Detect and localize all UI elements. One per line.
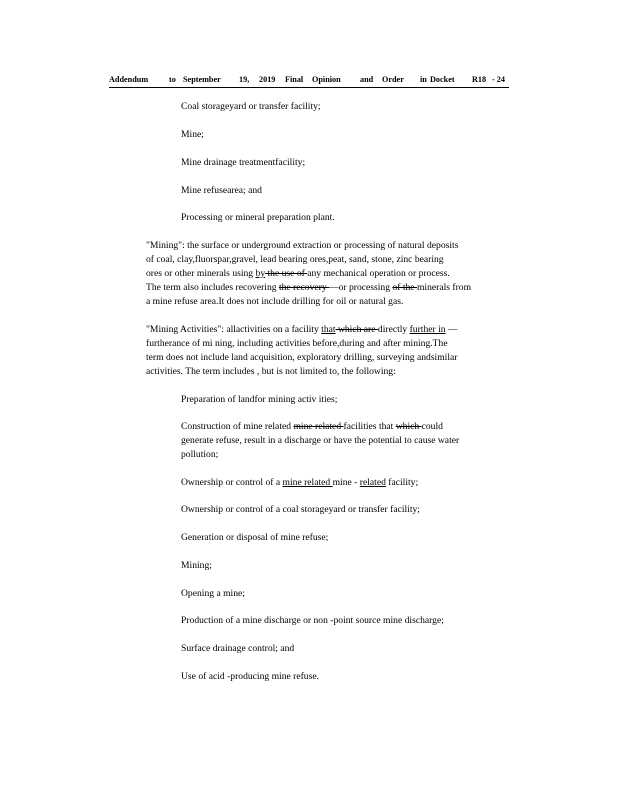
- header-word: in: [420, 75, 427, 84]
- deleted-text: the use of: [265, 268, 308, 279]
- list-item-continuation: pollution;: [181, 449, 219, 460]
- header-word: Final: [285, 75, 304, 84]
- mining-definition-line: a mine refuse area.It does not include drilling for oil or natural gas.: [146, 296, 404, 307]
- deleted-text: which are: [335, 324, 378, 335]
- list-item-continuation: generate refuse, result in a discharge or have the potential to cause water: [181, 435, 460, 446]
- list-item: Mine;: [181, 129, 204, 140]
- text: The term also includes recovering: [146, 282, 279, 293]
- text: minerals from: [416, 282, 472, 293]
- activities-definition-line: furtherance of mi ning, including activities before,during and after mining.The: [146, 338, 448, 349]
- mining-definition-line: [146, 282, 471, 294]
- header-word: to: [169, 75, 176, 84]
- header-word: 2019: [259, 75, 276, 84]
- header-word: R18: [472, 75, 487, 84]
- text: facility;: [385, 477, 419, 488]
- header-word: Docket: [430, 75, 455, 84]
- activities-definition-line: [146, 324, 458, 336]
- text: Ownership or control of a: [181, 477, 283, 488]
- header-word: and: [360, 75, 374, 84]
- list-item: Production of a mine discharge or non -point source mine discharge;: [181, 615, 444, 626]
- header-word: 19,: [239, 75, 250, 84]
- activities-definition-line: activities. The term includes , but is not limited to, the following:: [146, 366, 396, 377]
- text: Construction of mine related: [181, 421, 294, 432]
- deleted-text: the recovery: [278, 282, 330, 293]
- text: directly: [377, 324, 410, 335]
- text: any mechanical operation or process.: [307, 268, 450, 279]
- text: "Mining Activities": allactivities on a facility: [146, 324, 322, 335]
- list-item: Processing or mineral preparation plant.: [181, 212, 335, 223]
- mining-definition-line: [146, 268, 450, 280]
- inserted-text: that: [321, 324, 336, 335]
- activities-definition-line: term does not include land acquisition, exploratory drilling, surveying andsimilar: [146, 352, 458, 363]
- text: ores or other minerals using: [146, 268, 256, 279]
- page-header: [109, 75, 509, 88]
- header-word: Addendum: [109, 75, 149, 84]
- header-word: September: [183, 75, 221, 84]
- header-word: Opinion: [312, 75, 341, 84]
- header-word: - 24: [492, 75, 505, 84]
- text: facilities that: [343, 421, 396, 432]
- header-word: Order: [382, 75, 404, 84]
- list-item: Surface drainage control; and: [181, 643, 295, 654]
- text: —: [445, 324, 458, 335]
- inserted-text: further in: [409, 324, 446, 335]
- list-item: Use of acid -producing mine refuse.: [181, 671, 319, 682]
- list-item: Preparation of landfor mining activ ities;: [181, 394, 338, 405]
- deleted-text: of the: [392, 282, 417, 293]
- mining-definition-line: "Mining": the surface or underground extraction or processing of natural deposits: [146, 240, 459, 251]
- list-item: [181, 477, 418, 489]
- inserted-text: mine related: [282, 477, 333, 488]
- mining-definition-line: of coal, clay,fluorspar,gravel, lead bearing ores,peat, sand, stone, zinc bearing: [146, 254, 444, 265]
- text: —or processing: [329, 282, 393, 293]
- inserted-text: related: [359, 477, 386, 488]
- list-item: Mine refusearea; and: [181, 185, 262, 196]
- deleted-text: which: [395, 421, 422, 432]
- list-item: Ownership or control of a coal storageyard or transfer facility;: [181, 504, 420, 515]
- list-item: Opening a mine;: [181, 588, 245, 599]
- list-item: Coal storageyard or transfer facility;: [181, 101, 321, 112]
- deleted-text: mine related: [293, 421, 344, 432]
- list-item: Generation or disposal of mine refuse;: [181, 532, 329, 543]
- list-item: Mining;: [181, 560, 212, 571]
- text: could: [421, 421, 443, 432]
- list-item: Mine drainage treatmentfacility;: [181, 157, 306, 168]
- list-item: [181, 421, 443, 433]
- text: mine -: [332, 477, 360, 488]
- inserted-text: by: [255, 268, 266, 279]
